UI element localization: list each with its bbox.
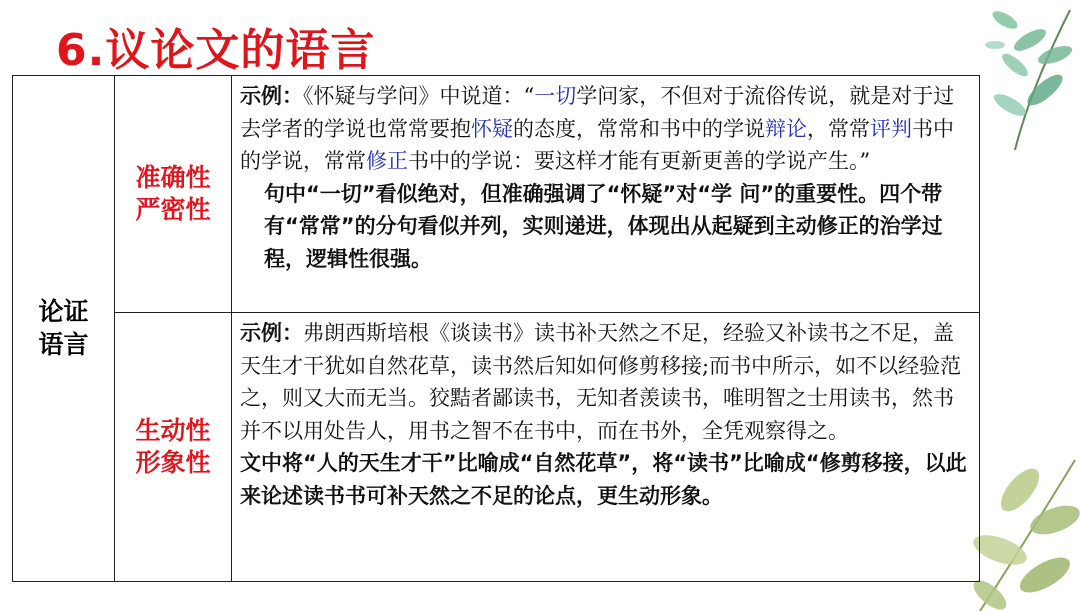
- category-label: 生动性: [135, 415, 211, 445]
- example-cell: [232, 76, 980, 313]
- category-cell: [115, 76, 232, 313]
- row-header-cell: [13, 76, 115, 582]
- example-quote: 弗朗西斯培根《谈读书》读书补天然之不足，经验又补读书之不足，盖天生才干犹如自然花草，读书然后知如何修剪移接;而书中所示，如不以经验范之，则又大而无当。狡黠者鄙读书，无知者羡读书，唯明智之士用读书，然书并不以用处告人，用书之智不在书中，而在书外，全凭观察得之。: [240, 321, 962, 443]
- example-quote: 《怀疑与学问》中说道：“一切学问家，不但对于流俗传说，就是对于过去学者的学说也常常要抱怀疑的态度，常常和书中的学说辩论，常常评判书中的学说，常常修正书中的学说：要这样才能有更新更善的学说产生。”: [240, 84, 955, 173]
- example-cell: [232, 313, 980, 582]
- table-row: [13, 313, 980, 582]
- argument-language-table: [12, 75, 980, 582]
- category-label: 严密性: [135, 195, 211, 224]
- row-header-line: 论证: [38, 297, 89, 326]
- page-title: 6.议论文的语言: [56, 25, 376, 76]
- example-label: 示例：: [240, 84, 303, 108]
- category-label: 形象性: [135, 448, 211, 477]
- category-label: 准确性: [135, 162, 211, 192]
- table-row: [13, 76, 980, 313]
- example-analysis: 文中将“人的天生才干”比喻成“自然花草”，将“读书”比喻成“修剪移接，以此来论述读书书可补天然之不足的论点，更生动形象。: [240, 451, 967, 508]
- leaf-decoration-top-icon: [975, 0, 1080, 150]
- example-analysis: 句中“一切”看似绝对，但准确强调了“怀疑”对“学 问”的重要性。四个带有“常常”的分句看似并列，实则递进，体现出从起疑到主动修正的治学过程，逻辑性很强。: [264, 181, 943, 271]
- category-cell: [115, 313, 232, 582]
- row-header-line: 语言: [38, 329, 89, 359]
- example-label: 示例：: [240, 321, 303, 345]
